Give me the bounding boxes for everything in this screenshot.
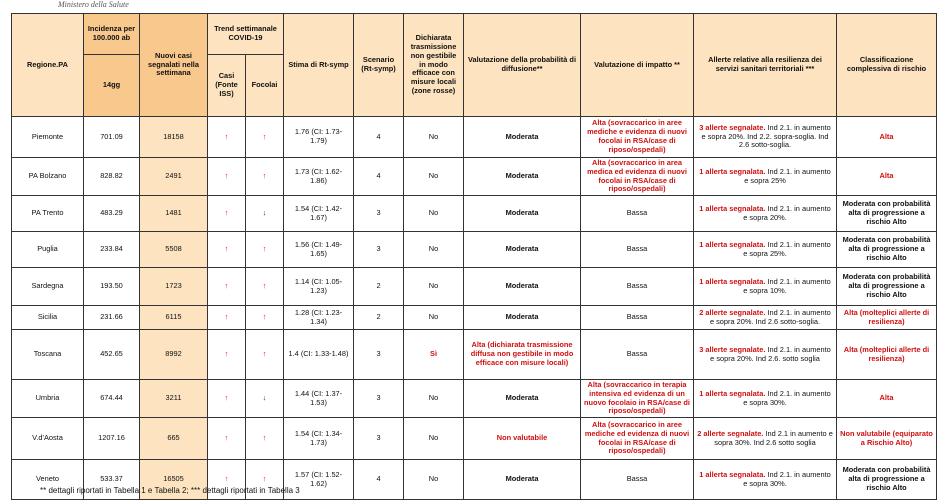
outbreak-trend-arrow-icon: ↓ bbox=[246, 196, 284, 232]
new-cases-cell: 5508 bbox=[140, 232, 208, 268]
alerts-count: 2 allerte segnalate. bbox=[697, 428, 764, 438]
cases-trend-arrow-icon: ↑ bbox=[208, 418, 246, 460]
new-cases-cell: 2491 bbox=[140, 158, 208, 196]
alerts-detail: Ind 2.1. in aumento e sopra 10%. bbox=[743, 276, 831, 295]
table-row bbox=[12, 306, 937, 330]
alerts-cell bbox=[694, 330, 837, 380]
alerts-detail: Ind 2.1 in aumento e sopra 30%. Ind 2.6 sotto soglia bbox=[714, 428, 833, 447]
risk-cell: Moderata con probabilità alta di progressione a rischio Alto bbox=[837, 196, 937, 232]
risk-cell: Alta (molteplici allerte di resilienza) bbox=[837, 330, 937, 380]
spread-cell: Moderata bbox=[464, 460, 581, 500]
scenario-cell: 4 bbox=[354, 158, 404, 196]
risk-cell: Alta bbox=[837, 158, 937, 196]
incidence-cell: 193.50 bbox=[84, 268, 140, 306]
scenario-cell: 4 bbox=[354, 117, 404, 158]
declared-cell: Sì bbox=[404, 330, 464, 380]
alerts-cell bbox=[694, 196, 837, 232]
declared-cell: No bbox=[404, 268, 464, 306]
risk-cell: Moderata con probabilità alta di progressione a rischio Alto bbox=[837, 460, 937, 500]
spread-cell: Moderata bbox=[464, 268, 581, 306]
spread-cell: Moderata bbox=[464, 232, 581, 268]
header-rt: Stima di Rt-symp bbox=[284, 14, 354, 117]
incidence-cell: 674.44 bbox=[84, 380, 140, 418]
header-incidence: Incidenza per 100.000 ab bbox=[84, 14, 140, 55]
risk-cell: Alta bbox=[837, 380, 937, 418]
spread-cell: Moderata bbox=[464, 380, 581, 418]
declared-cell: No bbox=[404, 232, 464, 268]
impact-cell: Alta (sovraccarico in area medica ed evidenza di nuovi focolai in RSA/case di riposo/ospedali) bbox=[581, 158, 694, 196]
alerts-cell bbox=[694, 460, 837, 500]
risk-cell: Moderata con probabilità alta di progressione a rischio Alto bbox=[837, 232, 937, 268]
header-outbreaks: Focolai bbox=[246, 55, 284, 117]
new-cases-cell: 1723 bbox=[140, 268, 208, 306]
cases-trend-arrow-icon: ↑ bbox=[208, 380, 246, 418]
alerts-count: 3 allerte segnalate. bbox=[699, 122, 766, 132]
spread-cell: Non valutabile bbox=[464, 418, 581, 460]
alerts-detail: Ind 2.1. in aumento e sopra 20%. bbox=[743, 203, 831, 222]
scenario-cell: 3 bbox=[354, 418, 404, 460]
spread-cell: Moderata bbox=[464, 158, 581, 196]
region-cell: PA Bolzano bbox=[12, 158, 84, 196]
impact-cell: Bassa bbox=[581, 268, 694, 306]
alerts-count: 1 allerta segnalata. bbox=[699, 239, 766, 249]
outbreak-trend-arrow-icon: ↑ bbox=[246, 232, 284, 268]
incidence-cell: 828.82 bbox=[84, 158, 140, 196]
region-cell: Veneto bbox=[12, 460, 84, 500]
impact-cell: Bassa bbox=[581, 330, 694, 380]
cases-trend-arrow-icon: ↑ bbox=[208, 117, 246, 158]
spread-cell: Moderata bbox=[464, 117, 581, 158]
header-cases: Casi (Fonte ISS) bbox=[208, 55, 246, 117]
alerts-cell bbox=[694, 418, 837, 460]
impact-cell: Alta (sovraccarico in aree mediche e evidenza di nuovi focolai in RSA/case di riposo/ospedali) bbox=[581, 117, 694, 158]
header-declared: Dichiarata trasmissione non gestibile in modo efficace con misure locali (zone rosse) bbox=[404, 14, 464, 117]
alerts-count: 2 allerte segnalate. bbox=[699, 307, 766, 317]
risk-cell: Non valutabile (equiparato a Rischio Alto) bbox=[837, 418, 937, 460]
cases-trend-arrow-icon: ↑ bbox=[208, 330, 246, 380]
table-row bbox=[12, 196, 937, 232]
incidence-cell: 701.09 bbox=[84, 117, 140, 158]
outbreak-trend-arrow-icon: ↑ bbox=[246, 268, 284, 306]
new-cases-cell: 665 bbox=[140, 418, 208, 460]
scenario-cell: 2 bbox=[354, 268, 404, 306]
impact-cell: Alta (sovraccarico in terapia intensiva ed evidenza di un nuovo focolaio in RSA/case di riposo/ospedali) bbox=[581, 380, 694, 418]
region-cell: PA Trento bbox=[12, 196, 84, 232]
rt-cell: 1.54 (CI: 1.34-1.73) bbox=[284, 418, 354, 460]
new-cases-cell: 8992 bbox=[140, 330, 208, 380]
impact-cell: Bassa bbox=[581, 232, 694, 268]
table-row bbox=[12, 158, 937, 196]
scenario-cell: 3 bbox=[354, 196, 404, 232]
alerts-detail: Ind 2.1. in aumento e sopra 20%. Ind 2.6 sotto-soglia. bbox=[709, 307, 831, 326]
header-spread: Valutazione della probabilità di diffusione** bbox=[464, 14, 581, 117]
rt-cell: 1.44 (CI: 1.37-1.53) bbox=[284, 380, 354, 418]
alerts-detail: Ind 2.1. in aumento e sopra 30%. bbox=[743, 469, 831, 488]
alerts-count: 1 allerta segnalata. bbox=[699, 469, 766, 479]
alerts-count: 1 allerta segnalata. bbox=[699, 276, 766, 286]
risk-cell: Moderata con probabilità alta di progressione a rischio Alto bbox=[837, 268, 937, 306]
alerts-count: 1 allerta segnalata. bbox=[699, 388, 766, 398]
table-row bbox=[12, 268, 937, 306]
incidence-cell: 231.66 bbox=[84, 306, 140, 330]
cases-trend-arrow-icon: ↑ bbox=[208, 232, 246, 268]
scenario-cell: 3 bbox=[354, 232, 404, 268]
header-region: Regione.PA bbox=[12, 14, 84, 117]
declared-cell: No bbox=[404, 306, 464, 330]
alerts-cell bbox=[694, 268, 837, 306]
alerts-count: 1 allerta segnalata. bbox=[699, 203, 766, 213]
region-cell: Puglia bbox=[12, 232, 84, 268]
cases-trend-arrow-icon: ↑ bbox=[208, 158, 246, 196]
outbreak-trend-arrow-icon: ↓ bbox=[246, 380, 284, 418]
new-cases-cell: 16505 bbox=[140, 460, 208, 500]
alerts-cell bbox=[694, 232, 837, 268]
header-new-cases: Nuovi casi segnalati nella settimana bbox=[140, 14, 208, 117]
ministry-header-note: Ministero della Salute bbox=[58, 0, 129, 9]
alerts-detail: Ind 2.1. in aumento e sopra 20%. Ind 2.6. sotto soglia bbox=[710, 344, 831, 363]
declared-cell: No bbox=[404, 158, 464, 196]
rt-cell: 1.4 (CI: 1.33-1.48) bbox=[284, 330, 354, 380]
cases-trend-arrow-icon: ↑ bbox=[208, 268, 246, 306]
region-cell: V.d'Aosta bbox=[12, 418, 84, 460]
rt-cell: 1.76 (CI: 1.73-1.79) bbox=[284, 117, 354, 158]
alerts-cell bbox=[694, 380, 837, 418]
outbreak-trend-arrow-icon: ↑ bbox=[246, 418, 284, 460]
header-impact: Valutazione di impatto ** bbox=[581, 14, 694, 117]
impact-cell: Alta (sovraccarico in aree mediche ed evidenza di nuovi focolai in RSA/case di riposo/ospedali) bbox=[581, 418, 694, 460]
incidence-cell: 1207.16 bbox=[84, 418, 140, 460]
risk-table bbox=[11, 13, 937, 500]
scenario-cell: 2 bbox=[354, 306, 404, 330]
scenario-cell: 4 bbox=[354, 460, 404, 500]
new-cases-cell: 1481 bbox=[140, 196, 208, 232]
rt-cell: 1.14 (CI: 1.05-1.23) bbox=[284, 268, 354, 306]
declared-cell: No bbox=[404, 380, 464, 418]
outbreak-trend-arrow-icon: ↑ bbox=[246, 117, 284, 158]
rt-cell: 1.28 (CI: 1.23-1.34) bbox=[284, 306, 354, 330]
alerts-cell bbox=[694, 117, 837, 158]
declared-cell: No bbox=[404, 117, 464, 158]
alerts-detail: Ind 2.1. in aumento e sopra 25%. bbox=[743, 239, 831, 258]
incidence-cell: 533.37 bbox=[84, 460, 140, 500]
alerts-detail: Ind 2.1. in aumento e sopra 20%. Ind 2.2. sopra-soglia. Ind 2.6 sotto-soglia. bbox=[701, 122, 831, 150]
outbreak-trend-arrow-icon: ↑ bbox=[246, 460, 284, 500]
scenario-cell: 3 bbox=[354, 380, 404, 418]
spread-cell: Moderata bbox=[464, 306, 581, 330]
outbreak-trend-arrow-icon: ↑ bbox=[246, 158, 284, 196]
incidence-cell: 483.29 bbox=[84, 196, 140, 232]
alerts-cell bbox=[694, 158, 837, 196]
incidence-cell: 452.65 bbox=[84, 330, 140, 380]
rt-cell: 1.57 (CI: 1.52-1.62) bbox=[284, 460, 354, 500]
rt-cell: 1.56 (CI: 1.49-1.65) bbox=[284, 232, 354, 268]
table-row bbox=[12, 418, 937, 460]
header-incidence-sub: 14gg bbox=[84, 55, 140, 117]
declared-cell: No bbox=[404, 196, 464, 232]
alerts-cell bbox=[694, 306, 837, 330]
cases-trend-arrow-icon: ↑ bbox=[208, 460, 246, 500]
table-row bbox=[12, 330, 937, 380]
table-row bbox=[12, 380, 937, 418]
header-risk: Classificazione complessiva di rischio bbox=[837, 14, 937, 117]
declared-cell: No bbox=[404, 460, 464, 500]
risk-cell: Alta bbox=[837, 117, 937, 158]
impact-cell: Bassa bbox=[581, 196, 694, 232]
header-scenario: Scenario (Rt-symp) bbox=[354, 14, 404, 117]
impact-cell: Bassa bbox=[581, 306, 694, 330]
alerts-detail: Ind 2.1. in aumento e sopra 25% bbox=[744, 166, 831, 185]
rt-cell: 1.73 (CI: 1.62-1.86) bbox=[284, 158, 354, 196]
spread-cell: Moderata bbox=[464, 196, 581, 232]
header-alerts: Allerte relative alla resilienza dei servizi sanitari territoriali *** bbox=[694, 14, 837, 117]
cases-trend-arrow-icon: ↑ bbox=[208, 196, 246, 232]
new-cases-cell: 3211 bbox=[140, 380, 208, 418]
rt-cell: 1.54 (CI: 1.42-1.67) bbox=[284, 196, 354, 232]
outbreak-trend-arrow-icon: ↑ bbox=[246, 306, 284, 330]
header-trend: Trend settimanale COVID-19 bbox=[208, 14, 284, 55]
risk-cell: Alta (molteplici allerte di resilienza) bbox=[837, 306, 937, 330]
region-cell: Sicilia bbox=[12, 306, 84, 330]
region-cell: Piemonte bbox=[12, 117, 84, 158]
scenario-cell: 3 bbox=[354, 330, 404, 380]
cases-trend-arrow-icon: ↑ bbox=[208, 306, 246, 330]
region-cell: Sardegna bbox=[12, 268, 84, 306]
new-cases-cell: 6115 bbox=[140, 306, 208, 330]
region-cell: Toscana bbox=[12, 330, 84, 380]
incidence-cell: 233.84 bbox=[84, 232, 140, 268]
table-row bbox=[12, 117, 937, 158]
new-cases-cell: 18158 bbox=[140, 117, 208, 158]
footnote: ** dettagli riportati in Tabella 1 e Tabella 2; *** dettagli riportati in Tabella 3 bbox=[40, 486, 300, 495]
table-row bbox=[12, 232, 937, 268]
outbreak-trend-arrow-icon: ↑ bbox=[246, 330, 284, 380]
alerts-detail: Ind 2.1. in aumento e sopra 30%. bbox=[743, 388, 831, 407]
declared-cell: No bbox=[404, 418, 464, 460]
alerts-count: 3 allerte segnalate. bbox=[699, 344, 766, 354]
impact-cell: Bassa bbox=[581, 460, 694, 500]
spread-cell: Alta (dichiarata trasmissione diffusa non gestibile in modo efficace con misure locali) bbox=[464, 330, 581, 380]
alerts-count: 1 allerta segnalata. bbox=[699, 166, 766, 176]
region-cell: Umbria bbox=[12, 380, 84, 418]
